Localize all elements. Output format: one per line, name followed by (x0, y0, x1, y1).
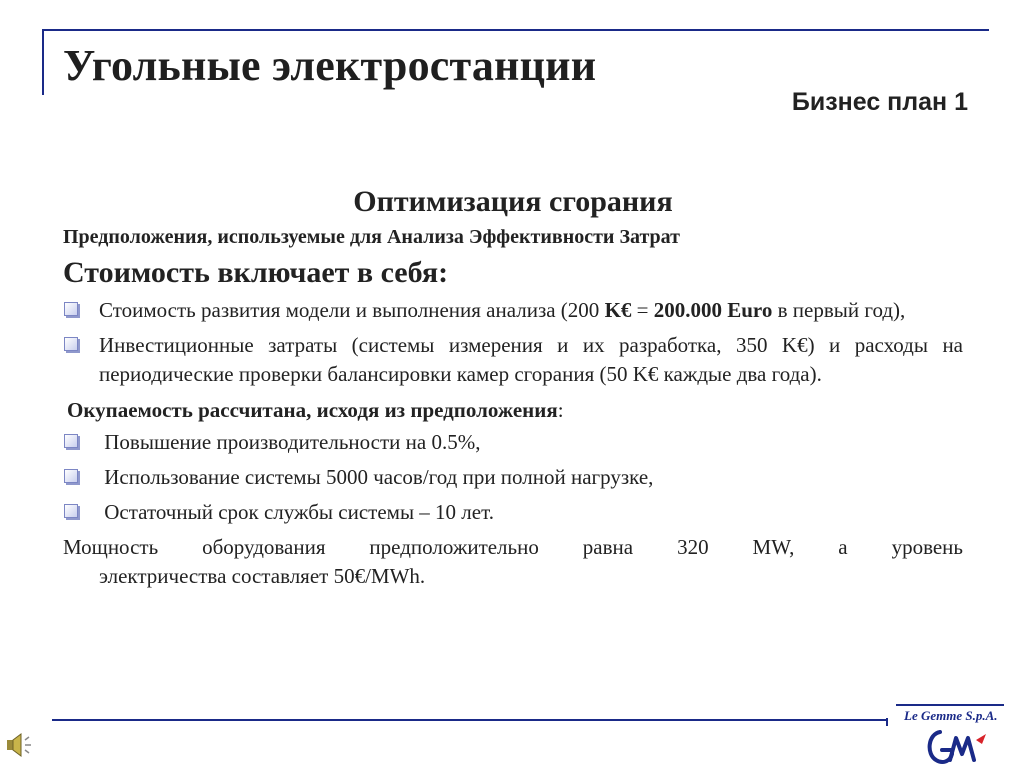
assumptions-line: Предположения, используемые для Анализа Эффективности Затрат (63, 226, 680, 248)
bullet-square-icon (64, 504, 78, 518)
section-heading: Оптимизация сгорания (353, 185, 673, 218)
company-logo (888, 704, 1012, 768)
payback-heading: Окупаемость рассчитана, исходя из предположения: (67, 398, 564, 422)
power-note (63, 533, 963, 591)
cost-item: Инвестиционные затраты (системы измерения и их разработка, 350 K€) и расходы на периодические проверки балансировки камер сгорания (50 K€ каждые два года). (63, 331, 963, 389)
slide-title: Угольные электростанции (63, 41, 597, 90)
header-rule-left (42, 29, 44, 95)
company-logo-icon (922, 724, 992, 768)
speaker-icon[interactable] (4, 730, 34, 760)
slide-subtitle: Бизнес план 1 (791, 88, 968, 116)
slide-body (63, 182, 963, 591)
power-note-line-1: Мощность оборудования предположительно равна 320 MW, а уровень (63, 535, 963, 559)
payback-item: Использование системы 5000 часов/год при полной нагрузке, (63, 463, 963, 492)
bullet-square-icon (64, 434, 78, 448)
power-note-line-2: электричества составляет 50€/MWh. (99, 564, 426, 588)
costs-heading: Стоимость включает в себя: (63, 256, 449, 289)
header-rule (44, 29, 989, 31)
bullet-square-icon (64, 302, 78, 316)
payback-item: Остаточный срок службы системы – 10 лет. (63, 498, 963, 527)
company-name: Le Gemme S.p.A. (904, 708, 998, 723)
footer-rule (52, 719, 886, 721)
cost-item: Стоимость развития модели и выполнения анализа (200 K€ = 200.000 Euro в первый год), (63, 296, 963, 325)
bullet-square-icon (64, 337, 78, 351)
payback-item: Повышение производительности на 0.5%, (63, 428, 963, 457)
bullet-square-icon (64, 469, 78, 483)
logo-rule (896, 704, 1004, 706)
